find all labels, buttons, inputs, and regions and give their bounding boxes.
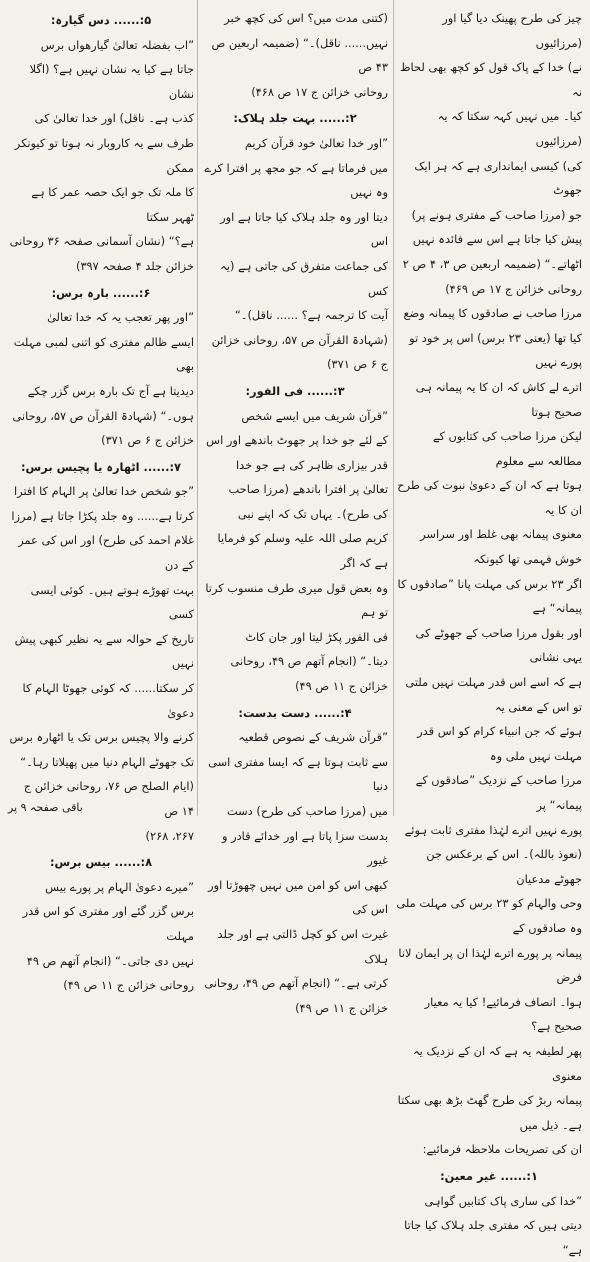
text-line: خزائن ج ۱۱ ص ۴۹) — [295, 1000, 388, 1015]
text-line: کذب ہے۔ ناقل) اور خدا تعالیٰ کی — [34, 111, 194, 126]
text-line: ”میرے دعویٰ الہام پر پورے بیس — [45, 879, 194, 894]
text-line: ”قرآن شریف میں ایسے شخص — [241, 408, 388, 423]
text-line: ہوئے کہ جن انبیاء کرام کو اس قدر مہلت نہیں ملی وہ — [417, 724, 582, 763]
text-line: ۲۶۷، ۲۶۸) — [145, 828, 194, 843]
text-line: بہت تھوڑے ہوتے ہیں۔ کوئی ایسی کسی — [30, 582, 194, 622]
text-line: جو (مرزا صاحب کے مفتری ہونے پر) — [411, 207, 582, 222]
text-line: وحی والہام کو ۲۳ برس کی مہلت ملی وہ صادقوں کے — [396, 896, 582, 935]
text-line: دیتا اور وہ جلد ہلاک کیا جاتا ہے اور اس — [220, 209, 388, 249]
column-divider — [197, 0, 198, 816]
text-line: نہیں دی جاتی۔“ (انجام آتھم ص ۴۹ — [26, 953, 194, 968]
section-heading: ۳:...... فی الفور: — [245, 383, 345, 398]
text-line: ہے؟“ (نشان آسمانی صفحہ ۳۶ روحانی — [9, 234, 194, 249]
text-line: وہ بعض قول میری طرف منسوب کرتا تو ہم — [205, 580, 388, 620]
section-heading: ۸:...... بیس برس: — [49, 855, 153, 870]
text-line: اگر ۲۳ برس کی مہلت پانا ”صادقوں کا پیمانہ“ ہے — [397, 576, 582, 616]
text-line: ہوتا ہے کہ ان کے دعویٰ نبوت کی طرح ان کا یہ — [397, 478, 582, 517]
text-line: روحانی خزائن ج ۱۱ ص ۴۹) — [63, 978, 194, 993]
text-line: جاتا ہے کیا یہ نشان نہیں ہے؟ (اگلا نشان — [29, 62, 194, 101]
section-heading: ۱:...... غیر معین: — [440, 1168, 538, 1183]
text-line: ان کی تصریحات ملاحظہ فرمائیے: — [422, 1142, 582, 1157]
text-line: کرنے والا پچیس برس تک یا اٹھارہ برس — [9, 730, 194, 745]
text-line: آیت کا ترجمہ ہے؟ ...... ناقل)۔“ — [234, 308, 388, 323]
section-heading: ۵:...... دس گیارہ: — [50, 13, 152, 27]
text-line: مرزا صاحب نے صادقوں کا پیمانہ وضع — [403, 306, 582, 321]
text-line: پیمانہ ربڑ کی طرح گھٹ بڑھ بھی سکتا ہے۔ ذیل میں — [397, 1093, 582, 1132]
section-heading: ۶:...... بارہ برس: — [51, 285, 151, 300]
text-line: اور بقول مرزا صاحب کے جھوٹے کی یہی نشانی — [415, 625, 582, 665]
text-line: روحانی خزائن ج ۱۷ ص ۴۶۹) — [445, 281, 582, 296]
text-line: پیش کیا جاتا ہے اس سے فائدہ نہیں — [412, 232, 582, 247]
column-middle — [202, 6, 388, 1015]
text-line: کی) کیسی ایمانداری ہے کہ ہر ایک جھوٹ — [414, 158, 582, 198]
text-line: لیکن مرزا صاحب کی کتابوں کے مطالعہ سے معلوم — [432, 429, 582, 468]
column-left — [8, 6, 194, 993]
section-heading: ۷:...... اٹھارہ یا پچیس برس: — [21, 459, 181, 474]
text-line: ”جو شخص خدا تعالیٰ پر الہام کا افترا — [14, 484, 194, 499]
text-line: سے ثابت ہوتا ہے کہ ایسا مفتری اسی دنیا — [208, 754, 388, 794]
text-line: غیرت اس کو کچل ڈالتی ہے اور جلد ہلاک — [217, 926, 388, 966]
text-line: برس گزر گئے اور مفتری کو اس قدر مہلت — [22, 904, 194, 943]
text-line: کریم صلی اللہ علیہ وسلم کو فرمایا ہے کہ اگر — [217, 531, 388, 571]
text-line: ”اور خدا تعالیٰ خود قرآن کریم — [244, 135, 388, 150]
text-line: کبھی اس کو امن میں نہیں چھوڑتا اور اس کی — [208, 877, 388, 917]
text-line: دیتی ہیں کہ مفتری جلد ہلاک کیا جاتا ہے“ — [404, 1218, 582, 1257]
text-line: (کتنی مدت میں؟ اس کی کچھ خبر — [224, 11, 388, 25]
text-line: ”اب بفضلہ تعالیٰ گیارھواں برس — [40, 37, 194, 52]
column-divider — [393, 0, 394, 816]
text-line: ”خدا کی ساری پاک کتابیں گواہی — [424, 1193, 582, 1208]
section-heading: ۴:...... دست بدست: — [238, 705, 352, 720]
text-line: خزائن ج ۶ ص ۳۷۱) — [101, 433, 194, 448]
text-line: کر سکتا...... کہ کوئی جھوٹا الہام کا دعویٰ — [22, 681, 194, 720]
text-line: کیا تھا (یعنی ۲۳ برس) اس پر خود تو پورے نہیں — [409, 330, 582, 370]
text-line: کیا۔ میں نہیں کہہ سکتا کہ یہ (مرزائیوں — [437, 109, 582, 148]
text-line: تک جھوٹے الہام دنیا میں پھیلاتا رہا۔“ — [20, 754, 194, 769]
text-line: غلام احمد کی طرح) اور اس کی عمر کے دن — [18, 533, 194, 573]
section-heading: ۲:...... بہت جلد ہلاک: — [233, 111, 357, 126]
text-line: ”قرآن شریف کے نصوص قطعیہ — [238, 730, 388, 745]
text-line: فی الفور پکڑ لیتا اور جان کاٹ — [245, 629, 388, 644]
text-line: میں (مرزا صاحب کی طرح) دست — [226, 804, 388, 818]
text-line: تعالیٰ پر افترا باندھے (مرزا صاحب — [228, 482, 388, 497]
text-line: نے) خدا کے پاک قول کو کچھ بھی لحاظ نہ — [400, 60, 582, 99]
text-line: روحانی خزائن ج ۱۷ ص ۴۶۸) — [251, 84, 388, 99]
text-line: ہوا۔ انصاف فرمائیے! کیا یہ معیار صحیح ہے؟ — [424, 994, 582, 1034]
text-line: ”اور پھر تعجب یہ کہ خدا تعالیٰ — [47, 310, 194, 325]
text-line: بدست سزا پاتا ہے اور خدائے قادر و غیور — [221, 828, 388, 868]
text-line: کا ملہ تک جو ایک حصہ عمر کا ہے ٹھہر سکتا — [31, 185, 194, 224]
text-line: اترے لے کاش کہ ان کا یہ پیمانہ ہی صحیح ہوتا — [415, 379, 582, 419]
text-line: (شہادۃ القرآن ص ۵۷، روحانی خزائن — [211, 332, 388, 347]
text-line: ہے کہ اسے اس قدر مہلت نہیں ملتی تو اس کے معنی یہ — [405, 675, 582, 714]
text-line: کے لئے جو خدا پر جھوٹ باندھے اور اس قدر بیزاری ظاہر کی ہے جو خدا — [206, 433, 388, 472]
text-line: تاریخ کے حوالہ سے یہ نظیر کبھی پیش نہیں — [14, 631, 194, 671]
text-line: پیمانہ پر پورے اترے لہٰذا ان پر ایمان لانا فرض — [398, 945, 582, 985]
text-line: پھر لطیفہ یہ ہے کہ ان کے نزدیک یہ معنوی — [412, 1043, 582, 1083]
text-line: کرتی ہے۔“ (انجام آتھم ص ۴۹، روحانی — [204, 976, 388, 991]
continued-note: باقی صفحہ ۹ پر — [8, 801, 83, 814]
text-line: دیدیتا ہے آج تک بارہ برس گزر چکے — [27, 383, 194, 398]
text-line: طرف سے یہ کاروبار نہ ہوتا تو کیونکر ممکن — [14, 135, 194, 175]
text-line: ایسے ظالم مفتری کو اتنی لمبی مہلت بھی — [13, 334, 194, 374]
text-line: میں فرماتا ہے کہ جو مجھ پر افترا کرے وہ نہیں — [204, 160, 388, 200]
text-line: خزائن جلد ۴ صفحہ ۳۹۷) — [75, 258, 194, 273]
text-line: دیتا۔“ (انجام آتھم ص ۴۹، روحانی — [230, 654, 388, 669]
text-line: نہیں...... ناقل)۔“ (ضمیمہ اربعین ص ۴۳ ص — [211, 35, 388, 75]
text-line: اٹھاتے۔“ (ضمیمہ اربعین ص ۳، ۴ ص ۲ — [402, 256, 582, 271]
text-line: ج ۶ ص ۳۷۱) — [327, 357, 388, 372]
text-line: چیز کی طرح پھینک دیا گیا اور (مرزائیوں — [442, 11, 582, 50]
text-line: (نعوذ باللہ)۔ اس کے برعکس جن جھوٹے مدعیان — [426, 847, 582, 886]
text-line: خزائن ج ۱۱ ص ۴۹) — [295, 679, 388, 694]
text-line: مرزا صاحب کے نزدیک ”صادقوں کے پیمانہ“ پر — [415, 773, 582, 812]
text-line: ہوں۔“ (شہادۃ القرآن ص ۵۷، روحانی — [12, 408, 194, 423]
text-line: پورے نہیں اترے لہٰذا مفتری ثابت ہوئے — [404, 822, 582, 837]
text-line: معنوی پیمانہ بھی غلط اور سراسر خوش فہمی تھا کیونکہ — [420, 527, 582, 567]
column-right — [396, 6, 582, 1257]
text-line: (ایام الصلح ص ۷۶، روحانی خزائن ج ۱۴ ص — [23, 779, 194, 818]
text-line: کرتا ہے...... وہ جلد پکڑا جاتا ہے (مرزا — [11, 508, 194, 523]
text-line: کی طرح)۔ یہاں تک کہ اپنے نبی — [237, 506, 388, 521]
text-line: کی جماعت متفرق کی جاتی ہے (یہ کس — [220, 258, 388, 298]
